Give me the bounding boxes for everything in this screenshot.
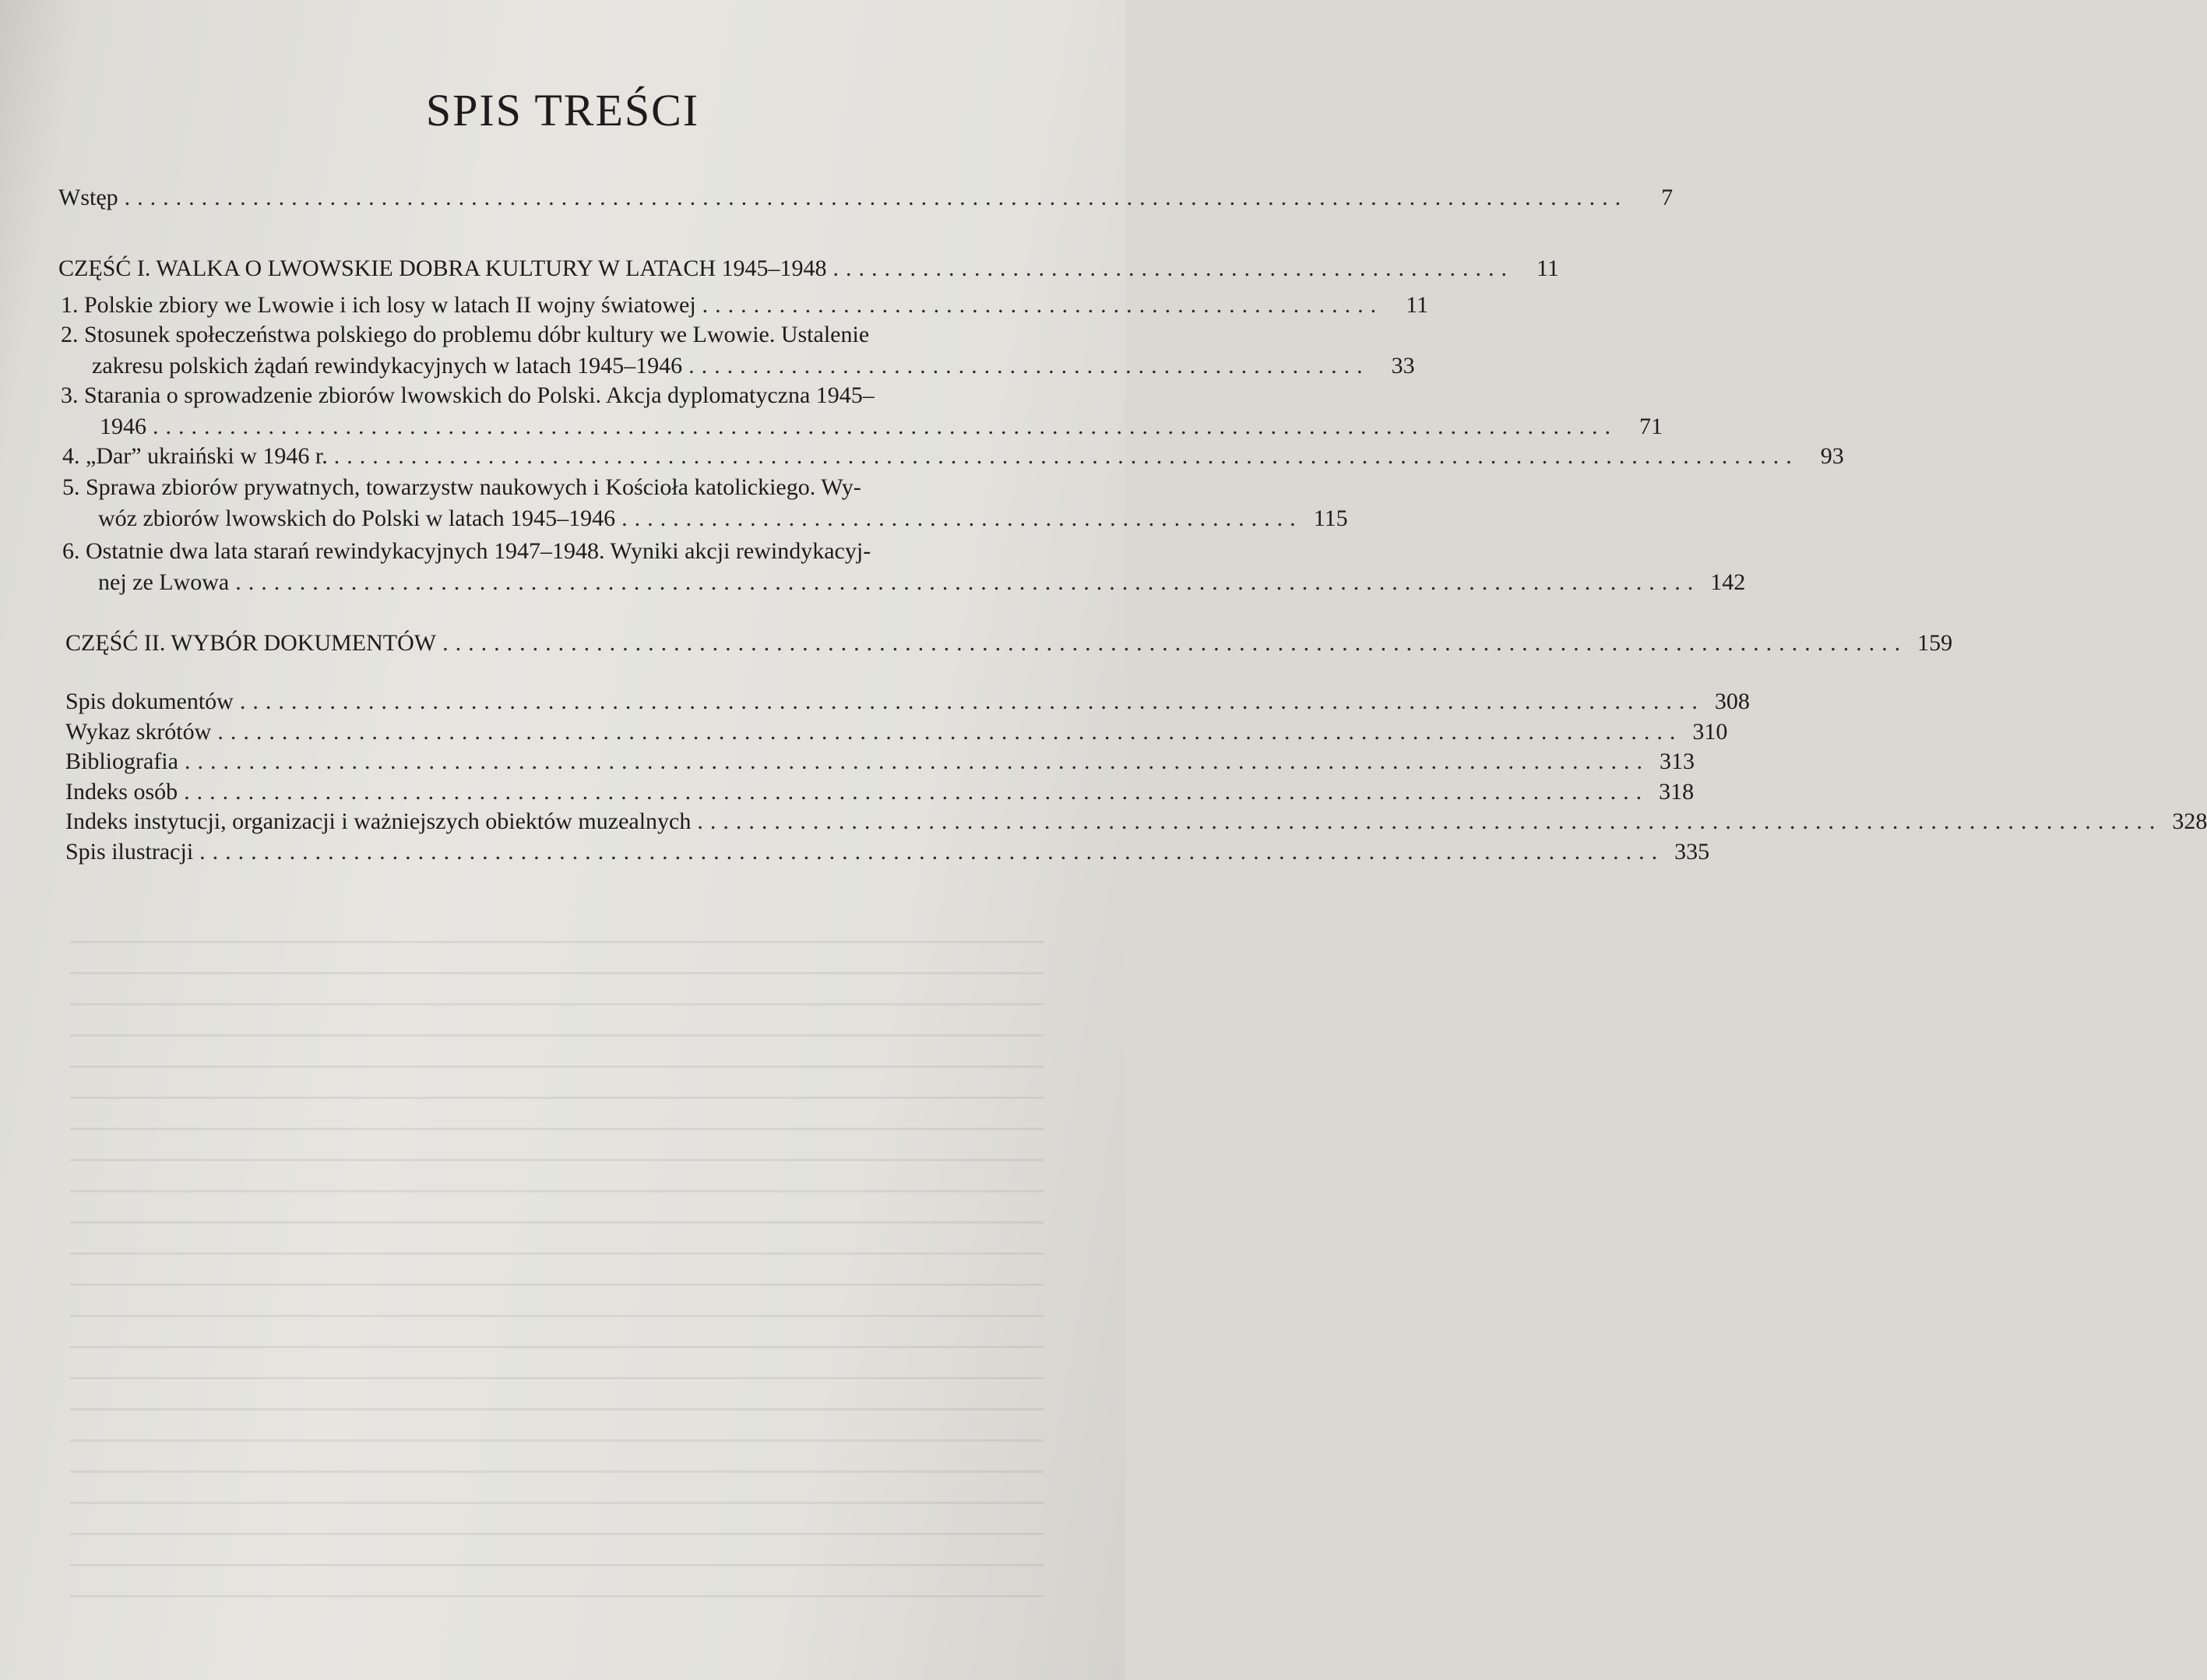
toc-entry-title: Indeks instytucji, organizacji i ważniejszych obiektów muzealnych — [65, 808, 692, 834]
toc-entry-chapter-6 — [98, 567, 1746, 598]
toc-entry-title: CZĘŚĆ II. WYBÓR DOKUMENTÓW — [65, 630, 437, 656]
toc-entry-title: wóz zbiorów lwowskich do Polski w latach 1945–1946 — [98, 505, 616, 531]
toc-entry-chapter-1 — [61, 290, 1429, 321]
toc-entry-page: 318 — [1659, 779, 1695, 805]
toc-entry-chapter-6-line1: 6. Ostatnie dwa lata starań rewindykacyjnych 1947–1948. Wyniki akcji rewindykacyj- — [62, 538, 871, 564]
toc-entry-page: 328 — [2172, 808, 2207, 834]
toc-entry-page: 7 — [1661, 185, 1674, 210]
toc-leader-dots: .................................................................................................................. — [153, 414, 1617, 439]
toc-entry-page: 71 — [1639, 414, 1663, 439]
toc-entry-part-2 — [65, 628, 1953, 659]
toc-leader-dots: ..................................................... — [702, 292, 1384, 318]
toc-leader-dots: .................................................................................................................. — [333, 443, 1799, 469]
toc-entry-chapter-3-line1: 3. Starania o sprowadzenie zbiorów lwowskich do Polski. Akcja dyplomatyczna 1945– — [61, 382, 875, 408]
page-title: SPIS TREŚCI — [425, 85, 700, 136]
toc-entry-chapter-2-line1: 2. Stosunek społeczeństwa polskiego do problemu dóbr kultury we Lwowie. Ustalenie — [61, 322, 870, 347]
toc-leader-dots: ..................................................... — [621, 505, 1303, 531]
toc-leader-dots: .................................................................................................................. — [217, 719, 1683, 745]
toc-entry-page: 308 — [1714, 689, 1750, 714]
toc-leader-dots: ..................................................... — [688, 353, 1370, 379]
toc-entry-page: 33 — [1391, 353, 1415, 379]
toc-entry-page: 11 — [1406, 292, 1429, 318]
toc-entry-chapter-5-line1: 5. Sprawa zbiorów prywatnych, towarzystw naukowych i Kościoła katolickiego. Wy- — [62, 474, 861, 500]
toc-entry-chapter-2 — [92, 350, 1415, 382]
toc-leader-dots: .................................................................................................................. — [184, 779, 1649, 805]
toc-entry-title: Bibliografia — [65, 748, 178, 774]
toc-entry-page: 115 — [1313, 505, 1348, 531]
toc-entry-title: CZĘŚĆ I. WALKA O LWOWSKIE DOBRA KULTURY W LATACH 1945–1948 — [58, 255, 827, 281]
toc-entry-page: 313 — [1659, 748, 1695, 774]
toc-entry-chapter-4 — [62, 441, 1844, 472]
toc-entry-spis-ilustracji — [65, 836, 1710, 868]
toc-leader-dots: .................................................................................................................. — [184, 748, 1649, 774]
toc-entry-title: zakresu polskich żądań rewindykacyjnych w latach 1945–1946 — [92, 353, 683, 379]
toc-entry-part-1 — [58, 253, 1559, 284]
toc-entry-wstep — [58, 182, 1674, 213]
toc-leader-dots: .................................................................................................................. — [235, 569, 1701, 595]
toc-entry-chapter-3 — [100, 411, 1663, 442]
toc-entry-title: 1946 — [100, 414, 146, 439]
toc-leader-dots: .................................................................................................................. — [239, 689, 1705, 714]
toc-entry-page: 93 — [1820, 443, 1844, 469]
toc-entry-title: Spis dokumentów — [65, 689, 234, 714]
show-through-text — [70, 919, 1044, 1620]
toc-entry-title: Indeks osób — [65, 779, 178, 805]
toc-leader-dots: .................................................................................................................. — [442, 630, 1908, 656]
toc-entry-wykaz-skrotow — [65, 717, 1728, 748]
toc-entry-title: Wstęp — [58, 185, 118, 210]
toc-entry-page: 11 — [1536, 255, 1559, 281]
toc-entry-page: 142 — [1710, 569, 1746, 595]
toc-entry-title: Wykaz skrótów — [65, 719, 212, 745]
toc-entry-bibliografia — [65, 746, 1695, 777]
toc-entry-indeks-osob — [65, 777, 1695, 808]
toc-leader-dots: ..................................................... — [832, 255, 1514, 281]
toc-entry-title: Spis ilustracji — [65, 839, 194, 865]
toc-leader-dots: ..................................................................................................................... — [124, 185, 1628, 210]
toc-entry-spis-dokumentow — [65, 686, 1750, 717]
toc-entry-page: 159 — [1917, 630, 1953, 656]
toc-entry-page: 335 — [1674, 839, 1710, 865]
toc-entry-page: 310 — [1692, 719, 1728, 745]
toc-entry-title: 1. Polskie zbiory we Lwowie i ich losy w latach II wojny światowej — [61, 292, 696, 318]
toc-entry-indeks-instytucji — [65, 806, 2207, 837]
toc-entry-title: 4. „Dar” ukraiński w 1946 r. — [62, 443, 328, 469]
toc-entry-chapter-5 — [98, 503, 1348, 534]
toc-entry-title: nej ze Lwowa — [98, 569, 230, 595]
toc-leader-dots: .................................................................................................................. — [199, 839, 1665, 865]
toc-leader-dots: .................................................................................................................. — [697, 808, 2163, 834]
